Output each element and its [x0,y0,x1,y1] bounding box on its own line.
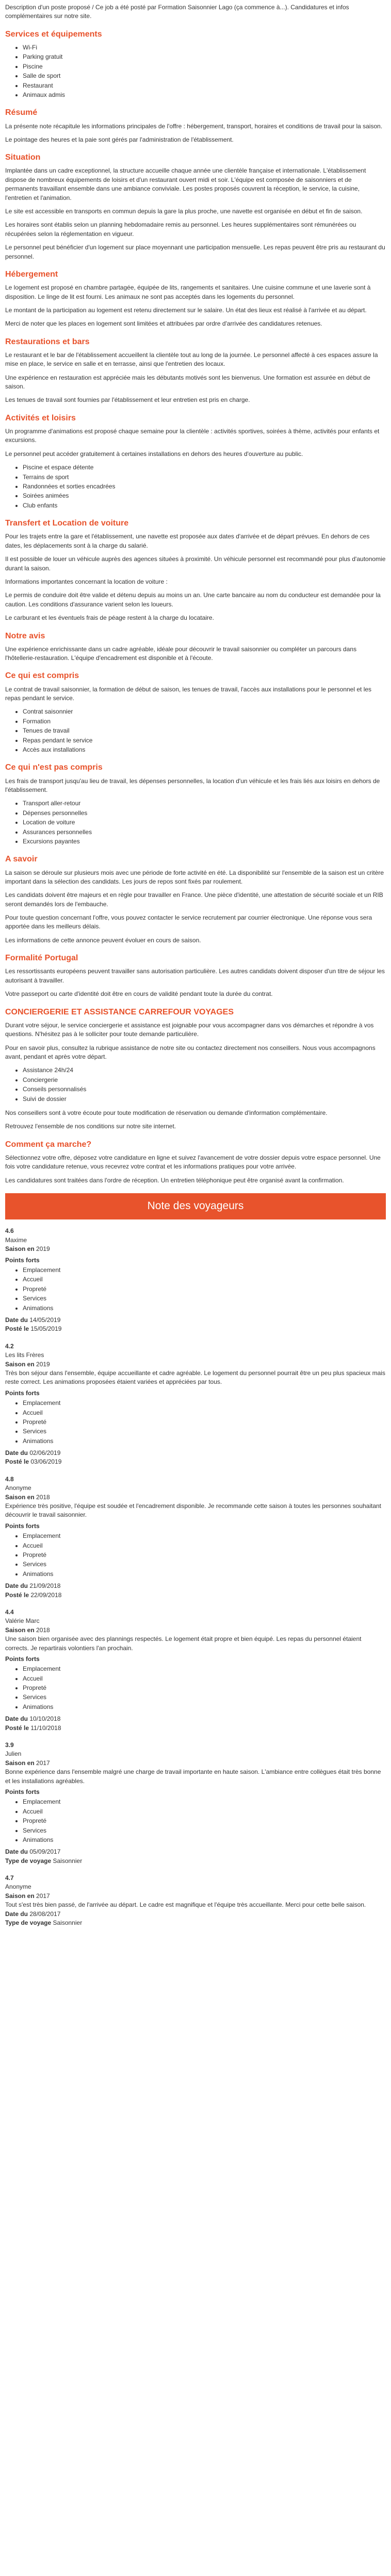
section-paragraph: Les informations de cette annonce peuvent évoluer en cours de saison. [5,936,201,944]
section-paragraph: Le contrat de travail saisonnier, la formation de début de saison, les tenues de travail, l'accès aux installations pour le personnel et les repas pendant le service. [5,685,372,702]
review-date-value: 10/10/2018 [28,1715,61,1723]
section-paragraph: Le pointage des heures et la paie sont gérés par l'administration de l'établissement. [5,135,234,143]
review-card [5,1741,386,1866]
review-season-value: 2017 [34,1892,50,1900]
list-item: • Emplacement [23,1266,386,1275]
section-paragraph: Les candidatures sont traitées dans l'ordre de réception. Un entretien téléphonique peut être organisé avant la confirmation. [5,1176,344,1184]
list-item: • Animaux admis [23,91,386,99]
review-date-value: 02/06/2019 [28,1449,61,1457]
section-paragraph: Pour les trajets entre la gare et l'établissement, une navette est proposée aux dates d'arrivée et de départ prévues. En dehors de ces dates, les déplacements sont à la charge du salarié. [5,533,370,549]
list-item: • Contrat saisonnier [23,707,386,716]
review-season-label: Saison en [5,1360,35,1368]
review-score: 4.6 [5,1227,14,1235]
review-note-label: Posté le [5,1458,29,1466]
list-item: • Animations [23,1570,386,1579]
review-date-label: Date du [5,1715,28,1723]
review-note [5,1591,386,1600]
section-paragraph: Les frais de transport jusqu'au lieu de travail, les dépenses personnelles, la location d'un véhicule et les frais liés aux loisirs en dehors de l'établissement. [5,777,380,793]
list-item: • Animations [23,1304,386,1313]
section-paragraph: Le restaurant et le bar de l'établissement accueillent la clientèle tout au long de la journée. Le personnel affecté à ces espaces assure la mise en place, le service en salle et en terrasse, ainsi que l'entretien des locaux. [5,351,378,368]
list-item: • Randonnées et sorties encadrées [23,482,386,491]
review-date [5,1316,386,1325]
review-season-label: Saison en [5,1892,35,1900]
review-season-value: 2017 [34,1759,50,1767]
section-heading: Situation [5,153,41,162]
list-item: • Accueil [23,1674,386,1683]
list-item: • Propreté [23,1817,386,1825]
list-item: • Conseils personnalisés [23,1085,386,1094]
section-paragraph: Pour en savoir plus, consultez la rubrique assistance de notre site ou contactez directement nos conseillers. Nous vous accompagnons avant, pendant et après votre départ. [5,1044,376,1060]
section-heading: A savoir [5,855,38,864]
review-author: Maxime [5,1236,27,1244]
section-paragraph: Pour toute question concernant l'offre, vous pouvez contacter le service recrutement par courrier électronique. Une réponse vous sera apportée dans les meilleurs délais. [5,914,372,930]
review-date-label: Date du [5,1582,28,1590]
review-body: Très bon séjour dans l'ensemble, équipe accueillante et cadre agréable. Le logement du personnel pourrait être un peu plus spacieux mais reste correct. Les animations proposées étaient variées et appréciées par tous. [5,1369,385,1386]
section-heading: Ce qui est compris [5,671,79,681]
review-date [5,1910,386,1919]
review-season-label: Saison en [5,1245,35,1253]
review-note-value: 15/05/2019 [29,1325,62,1333]
list-item: • Animations [23,1703,386,1711]
section-heading: Transfert et Location de voiture [5,519,129,528]
review-body: Une saison bien organisée avec des plannings respectés. Le logement était propre et bien équipé. Les repas du personnel étaient corrects. Je repartirais volontiers l'an prochain. [5,1635,362,1652]
section-heading: Restaurations et bars [5,337,90,346]
list-item: • Salle de sport [23,72,386,80]
list-item: • Repas pendant le service [23,736,386,745]
review-points-list [5,1266,386,1313]
section-paragraph: Implantée dans un cadre exceptionnel, la structure accueille chaque année une clientèle française et internationale. L'établissement dispose de nombreux équipements de loisirs et d'un restaurant ouvert midi et soir. L'équipe est composée de saisonniers et de permanents travaillant ensemble dans une ambiance conviviale. Les postes proposés couvrent la réception, le service, la cuisine, l'entretien et l'animation. [5,167,366,201]
section-paragraph: Un programme d'animations est proposé chaque semaine pour la clientèle : activités sportives, soirées à thème, activités pour enfants et excursions. [5,428,380,444]
list-item: • Services [23,1294,386,1303]
list-item: • Restaurant [23,81,386,90]
list-item: • Conciergerie [23,1076,386,1084]
review-author: Valérie Marc [5,1617,40,1625]
review-score: 4.2 [5,1342,14,1350]
list-item: • Formation [23,717,386,726]
section-paragraph: Une expérience en restauration est appréciée mais les débutants motivés sont les bienvenus. Une formation est assurée en début de saison. [5,374,370,391]
list-item: • Suivi de dossier [23,1095,386,1104]
list-item: • Services [23,1427,386,1436]
list-item: • Terrains de sport [23,473,386,482]
review-author: Anonyme [5,1484,31,1492]
review-subheading: Points forts [5,1788,40,1795]
list-item: • Accueil [23,1409,386,1417]
list-item: • Emplacement [23,1665,386,1673]
review-points-list [5,1399,386,1446]
review-note-value: Saisonnier [51,1919,83,1927]
section-heading: Activités et loisirs [5,413,76,422]
review-author: Anonyme [5,1883,31,1891]
section-heading: Résumé [5,108,38,117]
review-card [5,1475,386,1600]
review-card [5,1608,386,1733]
review-note [5,1919,386,1927]
review-note-value: Saisonnier [51,1857,83,1865]
list-item: • Wi-Fi [23,43,386,52]
review-note [5,1724,386,1733]
review-note [5,1857,386,1866]
review-score: 4.8 [5,1475,14,1483]
bullet-list [5,799,386,846]
review-date [5,1582,386,1590]
section-paragraph: Il est possible de louer un véhicule auprès des agences situées à proximité. Un véhicule personnel est recommandé pour plus d'autonomie durant la saison. [5,555,386,572]
review-note [5,1325,386,1333]
section-heading: Services et équipements [5,29,102,39]
review-points-list [5,1798,386,1844]
review-subheading: Points forts [5,1389,40,1397]
section-heading: Ce qui n'est pas compris [5,763,103,772]
list-item: • Emplacement [23,1798,386,1806]
review-date-label: Date du [5,1449,28,1457]
review-note-label: Posté le [5,1325,29,1333]
list-item: • Animations [23,1836,386,1844]
section-paragraph: Le site est accessible en transports en commun depuis la gare la plus proche, une navette est organisée en début et fin de saison. [5,208,363,215]
review-card [5,1227,386,1333]
review-season [5,1245,386,1253]
review-season-label: Saison en [5,1493,35,1501]
section-paragraph: Retrouvez l'ensemble de nos conditions sur notre site internet. [5,1123,176,1130]
review-note [5,1458,386,1466]
section-heading: Hébergement [5,269,58,279]
section-paragraph: Les ressortissants européens peuvent travailler sans autorisation particulière. Les autres candidats doivent disposer d'un titre de séjour les autorisant à travailler. [5,968,385,984]
offer-sections [5,28,386,1185]
intro-text: Description d'un poste proposé / Ce job a été posté par Formation Saisonnier Lago (ça commence à...). Candidatures et infos complémentaires sur notre site. [5,4,349,20]
list-item: • Propreté [23,1684,386,1692]
list-item: • Assurances personnelles [23,828,386,837]
section-paragraph: Les tenues de travail sont fournies par l'établissement et leur entretien est pris en charge. [5,396,250,404]
section-paragraph: Les horaires sont établis selon un planning hebdomadaire remis au personnel. Les heures supplémentaires sont rémunérées ou récupérées selon la réglementation en vigueur. [5,221,356,238]
reviews-list [5,1227,386,1927]
review-date-value: 05/09/2017 [28,1848,61,1856]
section-paragraph: Le carburant et les éventuels frais de péage restent à la charge du locataire. [5,614,214,622]
section-heading: Notre avis [5,631,45,640]
list-item: • Assistance 24h/24 [23,1066,386,1075]
review-body: Expérience très positive, l'équipe est soudée et l'encadrement disponible. Je recommande cette saison à toutes les personnes souhaitant découvrir le travail saisonnier. [5,1502,382,1519]
list-item: • Services [23,1826,386,1835]
section-paragraph: Sélectionnez votre offre, déposez votre candidature en ligne et suivez l'avancement de votre dossier depuis votre espace personnel. Une fois votre candidature retenue, vous recevrez votre contrat et les informations pratiques pour votre arrivée. [5,1154,381,1171]
review-date-value: 21/09/2018 [28,1582,61,1590]
list-item: • Propreté [23,1418,386,1427]
section-heading: CONCIERGERIE ET ASSISTANCE CARREFOUR VOYAGES [5,1007,234,1016]
review-card [5,1342,386,1467]
review-season-value: 2018 [34,1626,50,1634]
section-paragraph: Le personnel peut accéder gratuitement à certaines installations en dehors des heures d'ouverture au public. [5,450,303,457]
list-item: • Parking gratuit [23,53,386,61]
section-paragraph: Votre passeport ou carte d'identité doit être en cours de validité pendant toute la durée du contrat. [5,990,273,998]
list-item: • Piscine et espace détente [23,463,386,472]
review-season-value: 2019 [34,1245,50,1253]
section-paragraph: Le montant de la participation au logement est retenu directement sur le salaire. Un état des lieux est réalisé à l'arrivée et au départ. [5,306,367,314]
section-paragraph: Une expérience enrichissante dans un cadre agréable, idéale pour découvrir le travail saisonnier ou compléter un parcours dans l'hôtellerie-restauration. L'équipe d'encadrement est disponible et à l'écoute. [5,645,357,662]
review-date [5,1848,386,1856]
review-subheading: Points forts [5,1522,40,1530]
section-paragraph: Les candidats doivent être majeurs et en règle pour travailler en France. Une pièce d'identité, une attestation de sécurité sociale et un RIB seront demandés lors de l'embauche. [5,891,383,908]
review-season-value: 2019 [34,1360,50,1368]
review-date-value: 28/08/2017 [28,1910,61,1918]
section-paragraph: Le permis de conduire doit être valide et détenu depuis au moins un an. Une carte bancaire au nom du conducteur est demandée pour la caution. Les conditions d'assurance varient selon les loueurs. [5,591,381,608]
section-paragraph: Merci de noter que les places en logement sont limitées et attribuées par ordre d'arrivée des candidatures retenues. [5,320,322,328]
review-body: Tout s'est très bien passé, de l'arrivée au départ. Le cadre est magnifique et l'équipe très accueillante. Merci pour cette belle saison. [5,1901,366,1909]
bullet-list [5,43,386,99]
list-item: • Propreté [23,1285,386,1294]
list-item: • Club enfants [23,501,386,510]
review-season [5,1759,386,1768]
list-item: • Accueil [23,1275,386,1284]
section-paragraph: La saison se déroule sur plusieurs mois avec une période de forte activité en été. La disponibilité sur l'ensemble de la saison est un critère important dans la sélection des candidats. Les jours de repos sont fixés par roulement. [5,869,384,885]
review-note-value: 22/09/2018 [29,1591,62,1599]
review-season-label: Saison en [5,1759,35,1767]
reviews-banner: Note des voyageurs [5,1193,386,1219]
review-body: Bonne expérience dans l'ensemble malgré une charge de travail importante en haute saison. L'ambiance entre collègues était très bonne et les installations agréables. [5,1768,381,1785]
review-points-list [5,1532,386,1579]
section-paragraph: Le personnel peut bénéficier d'un logement sur place moyennant une participation mensuelle. Les repas peuvent être pris au restaurant du personnel. [5,244,385,260]
review-note-label: Type de voyage [5,1857,52,1865]
review-date-label: Date du [5,1316,28,1324]
review-score: 4.4 [5,1608,14,1616]
review-note-label: Posté le [5,1724,29,1732]
review-season [5,1493,386,1502]
review-season [5,1892,386,1901]
list-item: • Dépenses personnelles [23,809,386,818]
list-item: • Accueil [23,1807,386,1816]
list-item: • Propreté [23,1551,386,1560]
review-date [5,1449,386,1458]
review-note-label: Posté le [5,1591,29,1599]
review-author: Les lits Frères [5,1351,44,1359]
review-author: Julien [5,1750,22,1758]
list-item: • Excursions payantes [23,837,386,846]
review-subheading: Points forts [5,1655,40,1663]
list-item: • Animations [23,1437,386,1446]
list-item: • Tenues de travail [23,726,386,735]
list-item: • Location de voiture [23,818,386,827]
list-item: • Accès aux installations [23,745,386,754]
section-paragraph: Le logement est proposé en chambre partagée, équipée de lits, rangements et sanitaires. Une cuisine commune et une laverie sont à disposition. Le linge de lit est fourni. Les animaux ne sont pas acceptés dans les logements du personnel. [5,284,371,300]
list-item: • Services [23,1693,386,1702]
review-points-list [5,1665,386,1711]
review-season [5,1360,386,1369]
section-paragraph: Informations importantes concernant la location de voiture : [5,578,168,585]
list-item: • Soirées animées [23,492,386,500]
bullet-list [5,1066,386,1104]
review-season-label: Saison en [5,1626,35,1634]
list-item: • Services [23,1560,386,1569]
review-season [5,1626,386,1635]
review-date-label: Date du [5,1910,28,1918]
section-paragraph: Nos conseillers sont à votre écoute pour toute modification de réservation ou demande d'information complémentaire. [5,1109,328,1116]
review-score: 3.9 [5,1741,14,1749]
section-paragraph: La présente note récapitule les informations principales de l'offre : hébergement, transport, horaires et conditions de travail pour la saison. [5,122,383,130]
review-subheading: Points forts [5,1256,40,1264]
review-season-value: 2018 [34,1493,50,1501]
review-date [5,1715,386,1723]
bullet-list [5,707,386,754]
list-item: • Piscine [23,62,386,71]
review-note-value: 03/06/2019 [29,1458,62,1466]
list-item: • Accueil [23,1541,386,1550]
section-heading: Formalité Portugal [5,954,78,963]
review-card [5,1874,386,1927]
review-date-value: 14/05/2019 [28,1316,61,1324]
review-score: 4.7 [5,1874,14,1882]
bullet-list [5,463,386,510]
review-note-value: 11/10/2018 [29,1724,61,1732]
section-paragraph: Durant votre séjour, le service conciergerie et assistance est joignable pour vous accompagner dans vos démarches et répondre à vos questions. N'hésitez pas à le solliciter pour toute demande particulière. [5,1021,374,1038]
list-item: • Emplacement [23,1532,386,1540]
list-item: • Emplacement [23,1399,386,1408]
section-heading: Comment ça marche? [5,1140,92,1149]
review-date-label: Date du [5,1848,28,1856]
list-item: • Transport aller-retour [23,799,386,808]
review-note-label: Type de voyage [5,1919,52,1927]
